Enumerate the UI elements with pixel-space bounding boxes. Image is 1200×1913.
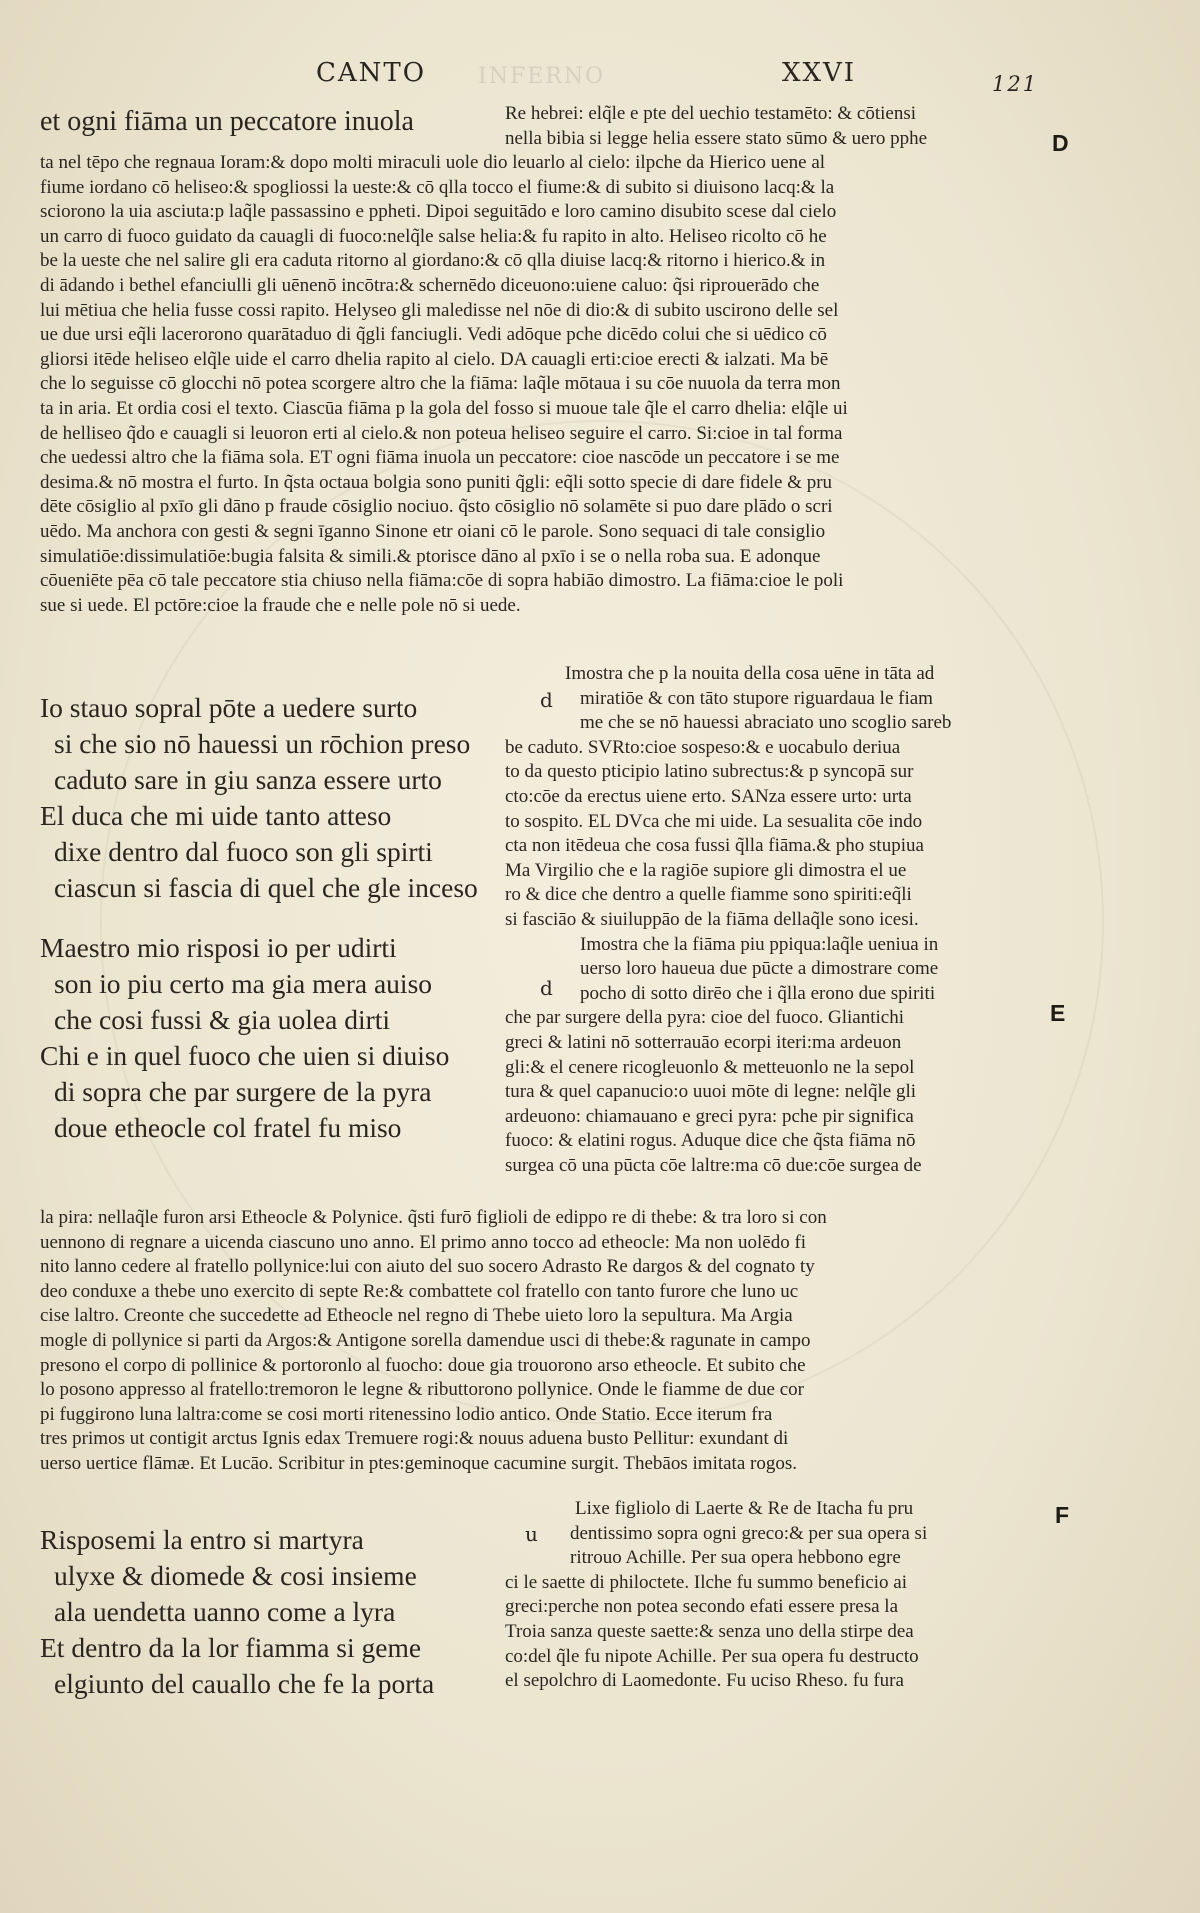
margin-letter-d: D [1052, 130, 1069, 156]
commentary-line: pocho di sotto dirēo che i q̃lla erono due spiriti [580, 982, 936, 1004]
commentary-line: si fasciāo & siuiluppāo de la fiāma dellaq̃le sono icesi. [505, 908, 919, 930]
verse-line: Io stauo sopral pōte a uedere surto [40, 692, 418, 723]
commentary-line: ta in aria. Et ordia cosi el texto. Ciascūa fiāma p la gola del fosso si muoue tale q̃le el carro dhelia: elq̃le ui [40, 397, 848, 419]
commentary-line: cise laltro. Creonte che succedette ad Etheocle nel regno di Thebe uieto loro la sepultura. Ma Argia [40, 1305, 793, 1327]
commentary-line: to sospito. EL DVca che mi uide. La sesualita cōe indo [505, 810, 923, 832]
guide-letter: d [540, 976, 553, 1000]
commentary-line: greci:perche non potea secondo efati essere presa la [505, 1596, 898, 1618]
commentary-line: cto:cōe da erectus uiene erto. SANza essere urto: urta [505, 785, 912, 807]
verse-line: Et dentro da la lor fiamma si geme [40, 1632, 422, 1663]
commentary-line: miratiōe & con tāto stupore riguardaua le fiam [580, 687, 933, 709]
commentary-line: che lo seguisse cō glocchi nō potea scorgere altro che la fiāma: laq̃le mōtaua i su cōe nuuola da terra mon [40, 373, 841, 395]
commentary-line: uerso uertice flāmæ. Et Lucāo. Scribitur in ptes:geminoque cacumine surgit. Thebāos imitata rogos. [40, 1452, 797, 1474]
commentary-line: che par surgere della pyra: cioe del fuoco. Gliantichi [505, 1007, 905, 1029]
commentary-block-3 [40, 1206, 1040, 1477]
verse-line: dixe dentro dal fuoco son gli spirti [54, 836, 433, 867]
commentary-line: gliorsi itēde heliseo elq̃le uide el carro dhelia rapito al cielo. DA cauagli erti:cioe erecti & ialzati. Ma bē [40, 348, 829, 370]
guide-letter: d [540, 688, 553, 712]
commentary-line: pi fuggirono luna laltra:come se cosi morti ritenessino lodio antico. Onde Statio. Ecce iterum fra [40, 1403, 773, 1425]
commentary-line: uēdo. Ma anchora con gesti & segni īganno Sinone etr oiani cō le parole. Sono sequaci di tale consiglio [40, 520, 826, 542]
commentary-line: ue due ursi eq̃li lacerorono quarātaduo di q̃gli fanciugli. Vedi adōque pche dicēdo colui che si uēdico cō [40, 324, 827, 346]
commentary-line: nito lanno cedere al fratello pollynice:lui con aiuto del suo socero Adrasto Re dargos & del cognato ty [40, 1256, 815, 1278]
verse-line: che cosi fussi & gia uolea dirti [54, 1004, 391, 1035]
verse-tercets-2 [40, 930, 480, 1146]
running-head-canto-number: XXVI [782, 58, 857, 88]
commentary-line: surgea cō una pūcta cōe laltre:ma cō due:cōe surgea de [505, 1154, 922, 1176]
verse-line: Chi e in quel fuoco che uien si diuiso [40, 1040, 450, 1071]
commentary-line: mogle di pollynice si parti da Argos:& Antigone sorella damendue usci di thebe:& ragunate in campo [40, 1329, 811, 1351]
commentary-line: ardeuono: chiamauano e greci pyra: pche pir significa [505, 1105, 914, 1127]
commentary-line: Imostra che la fiāma piu ppiqua:laq̃le ueniua in [580, 933, 939, 955]
commentary-line: Ma Virgilio che e la ragiōe supiore gli dimostra el ue [505, 859, 907, 881]
commentary-line: nella bibia si legge helia essere stato sūmo & uero pphe [505, 127, 928, 149]
commentary-line: uennono di regnare a uicenda ciascuno uno anno. El primo anno tocco ad etheocle: Ma non uolēdo fi [40, 1231, 807, 1253]
commentary-line: tura & quel capanucio:o uuoi mōte di legne: nelq̃le gli [505, 1081, 917, 1103]
verse-line: Risposemi la entro si martyra [40, 1524, 364, 1555]
commentary-block-1 [40, 151, 1040, 618]
commentary-block-2 [505, 662, 1040, 1178]
commentary-line: fiume iordano cō heliseo:& spogliossi la ueste:& cō qlla tocco el fiume:& di subito si diuisono lacq:& la [40, 176, 835, 198]
commentary-block-1-head [505, 102, 1035, 151]
commentary-line: dentissimo sopra ogni greco:& per sua opera si [570, 1522, 928, 1544]
verse-tercets-3 [40, 1522, 480, 1702]
verse-line: di sopra che par surgere de la pyra [54, 1076, 432, 1107]
commentary-line: un carro di fuoco guidato da cauagli di fuoco:nelq̃le salse helia:& fu rapito in alto. Heliseo ricolto cō he [40, 225, 827, 247]
commentary-line: ro & dice che dentro a quelle fiamme sono spiriti:eq̃li [505, 884, 912, 906]
verse-lead-line: et ogni fiāma un peccatore inuola [40, 106, 414, 137]
commentary-line: gli:& el cenere ricogleuonlo & metteuonlo ne la sepol [505, 1056, 915, 1078]
commentary-line: ritrouo Achille. Per sua opera hebbono egre [570, 1547, 901, 1569]
commentary-line: me che se nō hauessi abraciato uno scoglio sareb [580, 712, 952, 734]
commentary-line: Lixe figliolo di Laerte & Re de Itacha fu pru [575, 1498, 914, 1519]
commentary-line: la pira: nellaq̃le furon arsi Etheocle & Polynice. q̃sti furō figlioli de edippo re di thebe: & tra loro si con [40, 1207, 827, 1228]
verse-line: caduto sare in giu sanza essere urto [54, 764, 442, 795]
commentary-line: presono el corpo di pollinice & portoronlo al fuocho: doue gia trouorono arso etheocle. Et subito che [40, 1354, 806, 1376]
verse-line: doue etheocle col fratel fu miso [54, 1112, 402, 1143]
verse-line: Maestro mio risposi io per udirti [40, 932, 397, 963]
commentary-line: lo posono appresso al fratello:tremoron le legne & ributtorono pollynice. Onde le fiamme de due cor [40, 1379, 804, 1401]
verse-line: El duca che mi uide tanto atteso [40, 800, 392, 831]
commentary-line: sue si uede. El pctōre:cioe la fraude che e nelle pole nō si uede. [40, 594, 521, 616]
folio-number: 121 [992, 72, 1039, 96]
running-head-canto: CANTO [316, 58, 427, 88]
commentary-line: Re hebrei: elq̃le e pte del uechio testamēto: & cōtiensi [505, 103, 916, 124]
commentary-line: desima.& nō mostra el furto. In q̃sta octaua bolgia sono puniti q̃gli: eq̃li sotto specie di dare fidele & pru [40, 471, 833, 493]
commentary-line: che uedessi altro che la fiāma sola. ET ogni fiāma inuola un peccatore: cioe nascōde un peccatore i se me [40, 447, 840, 469]
verse-line: ulyxe & diomede & cosi insieme [54, 1560, 417, 1591]
margin-letter-e: E [1050, 1000, 1066, 1026]
commentary-line: co:del q̃le fu nipote Achille. Per sua opera fu destructo [505, 1645, 919, 1667]
commentary-line: ci le saette di philoctete. Ilche fu summo beneficio ai [505, 1571, 908, 1593]
show-through-head: INFERNO [478, 64, 606, 89]
commentary-line: greci & latini nō sotterrauāo ecorpi iteri:ma ardeuon [505, 1031, 902, 1053]
verse-tercets-1 [40, 690, 480, 906]
verse-line: si che sio nō hauessi un rōchion preso [54, 728, 471, 759]
commentary-line: be la ueste che nel salire gli era caduta ritorno al giordano:& cō qlla diuise lacq:& ritorno i hierico.& in [40, 250, 826, 272]
commentary-block-4 [505, 1497, 1040, 1694]
commentary-line: to da questo pticipio latino subrectus:& p syncopā sur [505, 761, 914, 783]
commentary-line: dēte cōsiglio al pxīo gli dāno p fraude cōsiglio nociuo. q̃sto cōsiglio nō solamēte si puo dare plādo o scri [40, 496, 833, 518]
commentary-line: tres primos ut contigit arctus Ignis edax Tremuere rogi:& nouus aduena busto Pellitur: exundant di [40, 1428, 789, 1450]
commentary-line: cta non itēdeua che cosa fussi q̃lla fiāma.& pho stupiua [505, 835, 924, 857]
commentary-line: ta nel tēpo che regnaua Ioram:& dopo molti miraculi uole dio leuarlo al cielo: ilpche da Hierico uene al [40, 152, 826, 173]
commentary-line: cōueniēte pēa cō tale peccatore stia chiuso nella fiāma:cōe di sopra habiāo dimostro. La fiāma:cioe le poli [40, 570, 844, 592]
commentary-line: sciorono la uia asciuta:p laq̃le passassino e ppheti. Dipoi seguitādo e loro camino disubito scese dal cielo [40, 201, 837, 223]
verse-line: ala uendetta uanno come a lyra [54, 1596, 396, 1627]
margin-letter-f: F [1055, 1502, 1070, 1528]
commentary-line: Troia sanza queste saette:& senza uno della stirpe dea [505, 1620, 914, 1642]
verse-line: elgiunto del cauallo che fe la porta [54, 1668, 435, 1699]
verse-line: son io piu certo ma gia mera auiso [54, 968, 433, 999]
commentary-line: uerso loro haueua due pūcte a dimostrare come [580, 958, 939, 980]
commentary-line: di ādando i bethel efanciulli gli uēnenō incōtra:& schernēdo diceuono:uiene caluo: q̃si riprouerādo che [40, 274, 820, 296]
commentary-line: de helliseo q̃do e cauagli si leuoron erti al cielo.& non poteua heliseo seguire el carro. Si:cioe in tal forma [40, 422, 843, 444]
commentary-line: be caduto. SVRto:cioe sospeso:& e uocabulo deriua [505, 736, 901, 758]
commentary-line: simulatiōe:dissimulatiōe:bugia falsita & simili.& ptorisce dāno al pxīo i se o nella roba sua. E adonque [40, 545, 821, 567]
guide-letter: u [525, 1522, 538, 1546]
commentary-line: lui mētiua che helia fusse cossi rapito. Helyseo gli maledisse nel nōe di dio:& di subito uscirono delle sel [40, 299, 839, 321]
commentary-line: fuoco: & elatini rogus. Aduque dice che q̃sta fiāma nō [505, 1130, 916, 1152]
commentary-line: Imostra che p la nouita della cosa uēne in tāta ad [565, 663, 935, 684]
commentary-line: deo conduxe a thebe uno exercito di septe Re:& combattete col fratello con tanto furore che luno uc [40, 1280, 799, 1302]
commentary-line: el sepolchro di Laomedonte. Fu uciso Rheso. fu fura [505, 1670, 904, 1692]
verse-line: ciascun si fascia di quel che gle inceso [54, 872, 478, 903]
